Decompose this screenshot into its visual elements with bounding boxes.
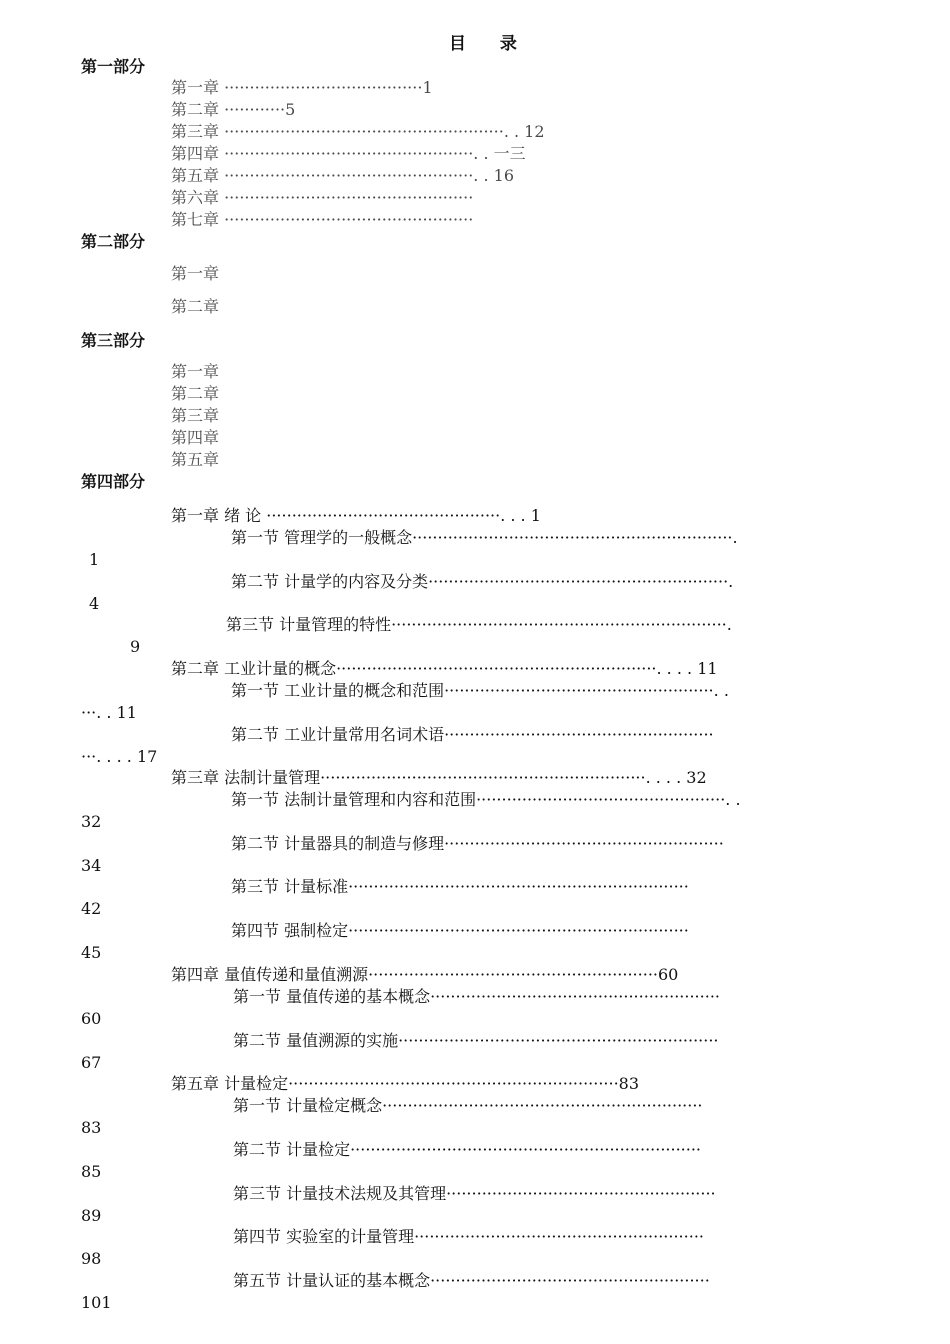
toc-section[interactable]: 第二节 工业计量常用名词术语····················································· [231, 725, 714, 744]
toc-chapter[interactable]: 第一章 绪 论 ··············································. . . 1 [171, 506, 541, 525]
toc-section[interactable]: 第四节 实验室的计量管理························································· [233, 1227, 704, 1246]
toc-page-number: 67 [81, 1053, 102, 1072]
toc-entry[interactable]: 第七章 ················································· [171, 210, 474, 229]
toc-entry[interactable]: 第三章 ·······················································. . 12 [171, 122, 545, 141]
toc-entry[interactable]: 第四章 [171, 428, 220, 447]
toc-title: 目 录 [449, 34, 531, 54]
toc-entry[interactable]: 第三章 [171, 406, 220, 425]
toc-entry[interactable]: 第二章 [171, 297, 220, 316]
toc-section[interactable]: 第三节 计量技术法规及其管理····················································· [233, 1184, 716, 1203]
toc-entry[interactable]: 第二章 [171, 384, 220, 403]
toc-section[interactable]: 第二节 计量检定····································································· [233, 1140, 702, 1159]
toc-section[interactable]: 第五节 计量认证的基本概念······················································· [233, 1271, 710, 1290]
toc-section[interactable]: 第二节 计量器具的制造与修理······················································· [231, 834, 724, 853]
toc-section[interactable]: 第一节 法制计量管理和内容和范围·················································. . [231, 790, 741, 809]
toc-page-number: 4 [89, 594, 100, 613]
toc-page-number: 85 [81, 1162, 102, 1181]
part-heading: 第四部分 [81, 472, 146, 491]
toc-page-number: ···. . 11 [81, 703, 137, 722]
part-heading: 第一部分 [81, 57, 146, 76]
toc-section[interactable]: 第三节 计量管理的特性··································································. [226, 615, 732, 634]
toc-section[interactable]: 第二节 计量学的内容及分类···························································. [231, 572, 734, 591]
toc-entry[interactable]: 第五章 ·················································. . 16 [171, 166, 515, 185]
toc-page-number: 101 [81, 1293, 112, 1312]
toc-page-number: 83 [81, 1118, 102, 1137]
toc-entry[interactable]: 第一章 [171, 264, 220, 283]
toc-page-number: ···. . . . 17 [81, 747, 158, 766]
toc-entry[interactable]: 第四章 ·················································. . 一三 [171, 144, 526, 163]
toc-chapter[interactable]: 第四章 量值传递和量值溯源·························································60 [171, 965, 679, 984]
toc-chapter[interactable]: 第三章 法制计量管理································································. . . . 32 [171, 768, 707, 787]
toc-page-number: 98 [81, 1249, 102, 1268]
toc-entry[interactable]: 第一章 ·······································1 [171, 78, 433, 97]
part-heading: 第二部分 [81, 232, 146, 251]
toc-page-number: 9 [130, 637, 141, 656]
toc-section[interactable]: 第四节 强制检定··································································· [231, 921, 689, 940]
toc-section[interactable]: 第一节 量值传递的基本概念························································· [233, 987, 720, 1006]
toc-section[interactable]: 第一节 计量检定概念······························································· [233, 1096, 703, 1115]
toc-entry[interactable]: 第六章 ················································· [171, 188, 474, 207]
toc-page-number: 34 [81, 856, 102, 875]
toc-entry[interactable]: 第一章 [171, 362, 220, 381]
toc-section[interactable]: 第一节 管理学的一般概念·······························································. [231, 528, 738, 547]
toc-chapter[interactable]: 第五章 计量检定·································································83 [171, 1074, 640, 1093]
toc-section[interactable]: 第二节 量值溯源的实施······························································· [233, 1031, 719, 1050]
toc-section[interactable]: 第三节 计量标准··································································· [231, 877, 689, 896]
toc-page-number: 89 [81, 1206, 102, 1225]
toc-page-number: 60 [81, 1009, 102, 1028]
toc-entry[interactable]: 第二章 ············5 [171, 100, 296, 119]
toc-page-number: 1 [89, 550, 100, 569]
toc-chapter[interactable]: 第二章 工业计量的概念·······························································. . . . 11 [171, 659, 718, 678]
toc-page-number: 42 [81, 899, 102, 918]
toc-section[interactable]: 第一节 工业计量的概念和范围·····················································. . [231, 681, 729, 700]
toc-page-number: 45 [81, 943, 102, 962]
toc-entry[interactable]: 第五章 [171, 450, 220, 469]
toc-page-number: 32 [81, 812, 102, 831]
part-heading: 第三部分 [81, 331, 146, 350]
